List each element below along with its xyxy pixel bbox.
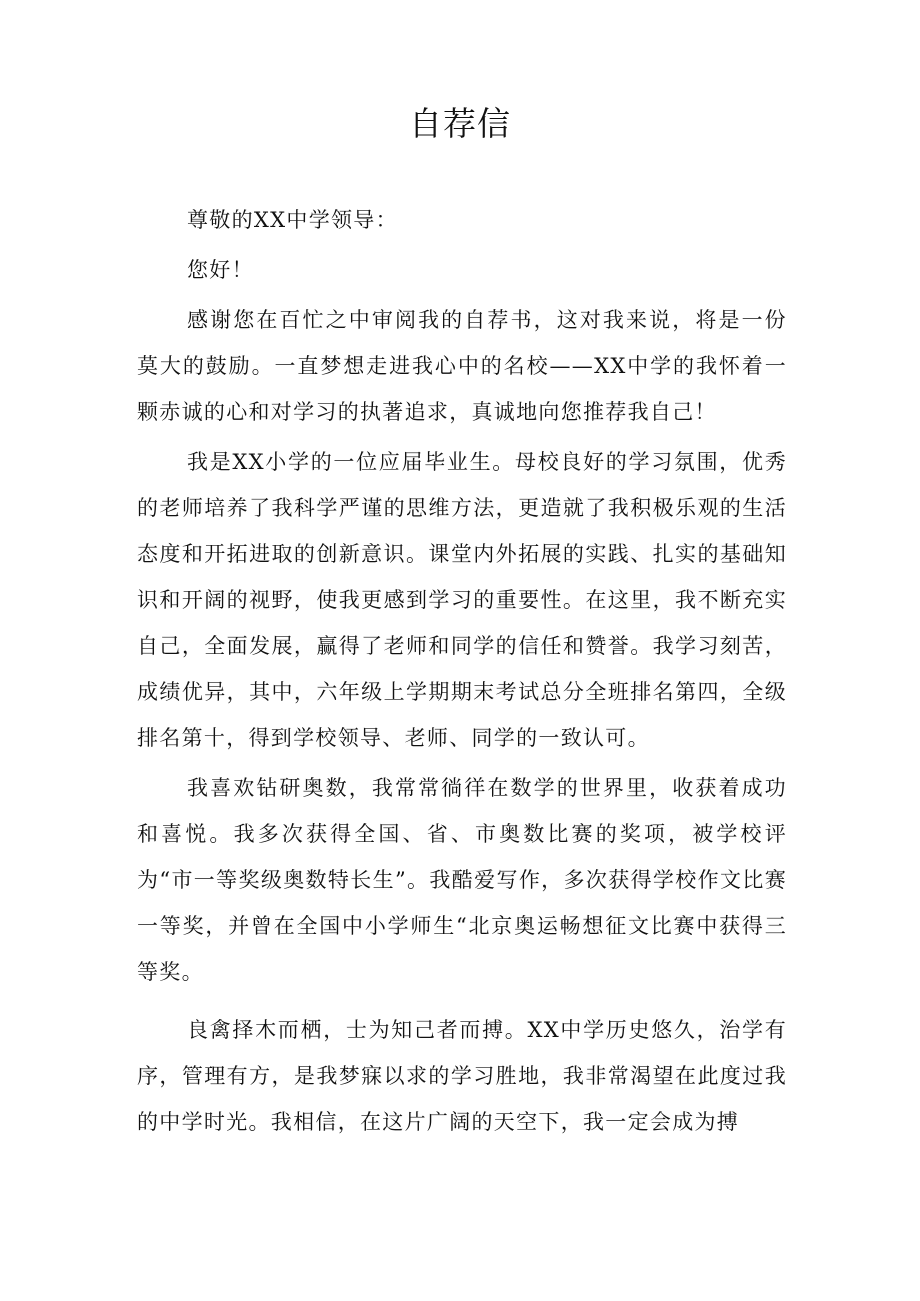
letter-paragraph-3: 我喜欢钻研奥数，我常常徜徉在数学的世界里，收获着成功和喜悦。我多次获得全国、省、市奥数比赛的奖项，被学校评为“市一等奖级奥数特长生”。我酷爱写作，多次获得学校作文比赛一等奖，并曾在全国中小学师生“北京奥运畅想征文比赛中获得三等奖。 bbox=[137, 776, 787, 984]
document-title: 自荐信 bbox=[409, 104, 511, 143]
letter-paragraph-2: 我是XX小学的一位应届毕业生。母校良好的学习氛围，优秀的老师培养了我科学严谨的思维方法，更造就了我积极乐观的生活态度和开拓进取的创新意识。课堂内外拓展的实践、扎实的基础知识和开阔的视野，使我更感到学习的重要性。在这里，我不断充实自己，全面发展，赢得了老师和同学的信任和赞誉。我学习刻苦，成绩优异，其中，六年级上学期期末考试总分全班排名第四，全级排名第十，得到学校领导、老师、同学的一致认可。 bbox=[137, 450, 787, 750]
letter-paragraph-4: 良禽择木而栖，士为知己者而搏。XX中学历史悠久，治学有序，管理有方，是我梦寐以求的学习胜地，我非常渴望在此度过我的中学时光。我相信，在这片广阔的天空下，我一定会成为搏 bbox=[137, 1018, 787, 1134]
letter-body bbox=[137, 197, 787, 1149]
letter-salutation: 尊敬的XX中学领导： bbox=[187, 208, 398, 232]
letter-paragraph-1: 感谢您在百忙之中审阅我的自荐书，这对我来说，将是一份莫大的鼓励。一直梦想走进我心中的名校——XX中学的我怀着一颗赤诚的心和对学习的执著追求，真诚地向您推荐我自己！ bbox=[137, 308, 787, 424]
letter-greeting: 您好！ bbox=[187, 258, 254, 282]
